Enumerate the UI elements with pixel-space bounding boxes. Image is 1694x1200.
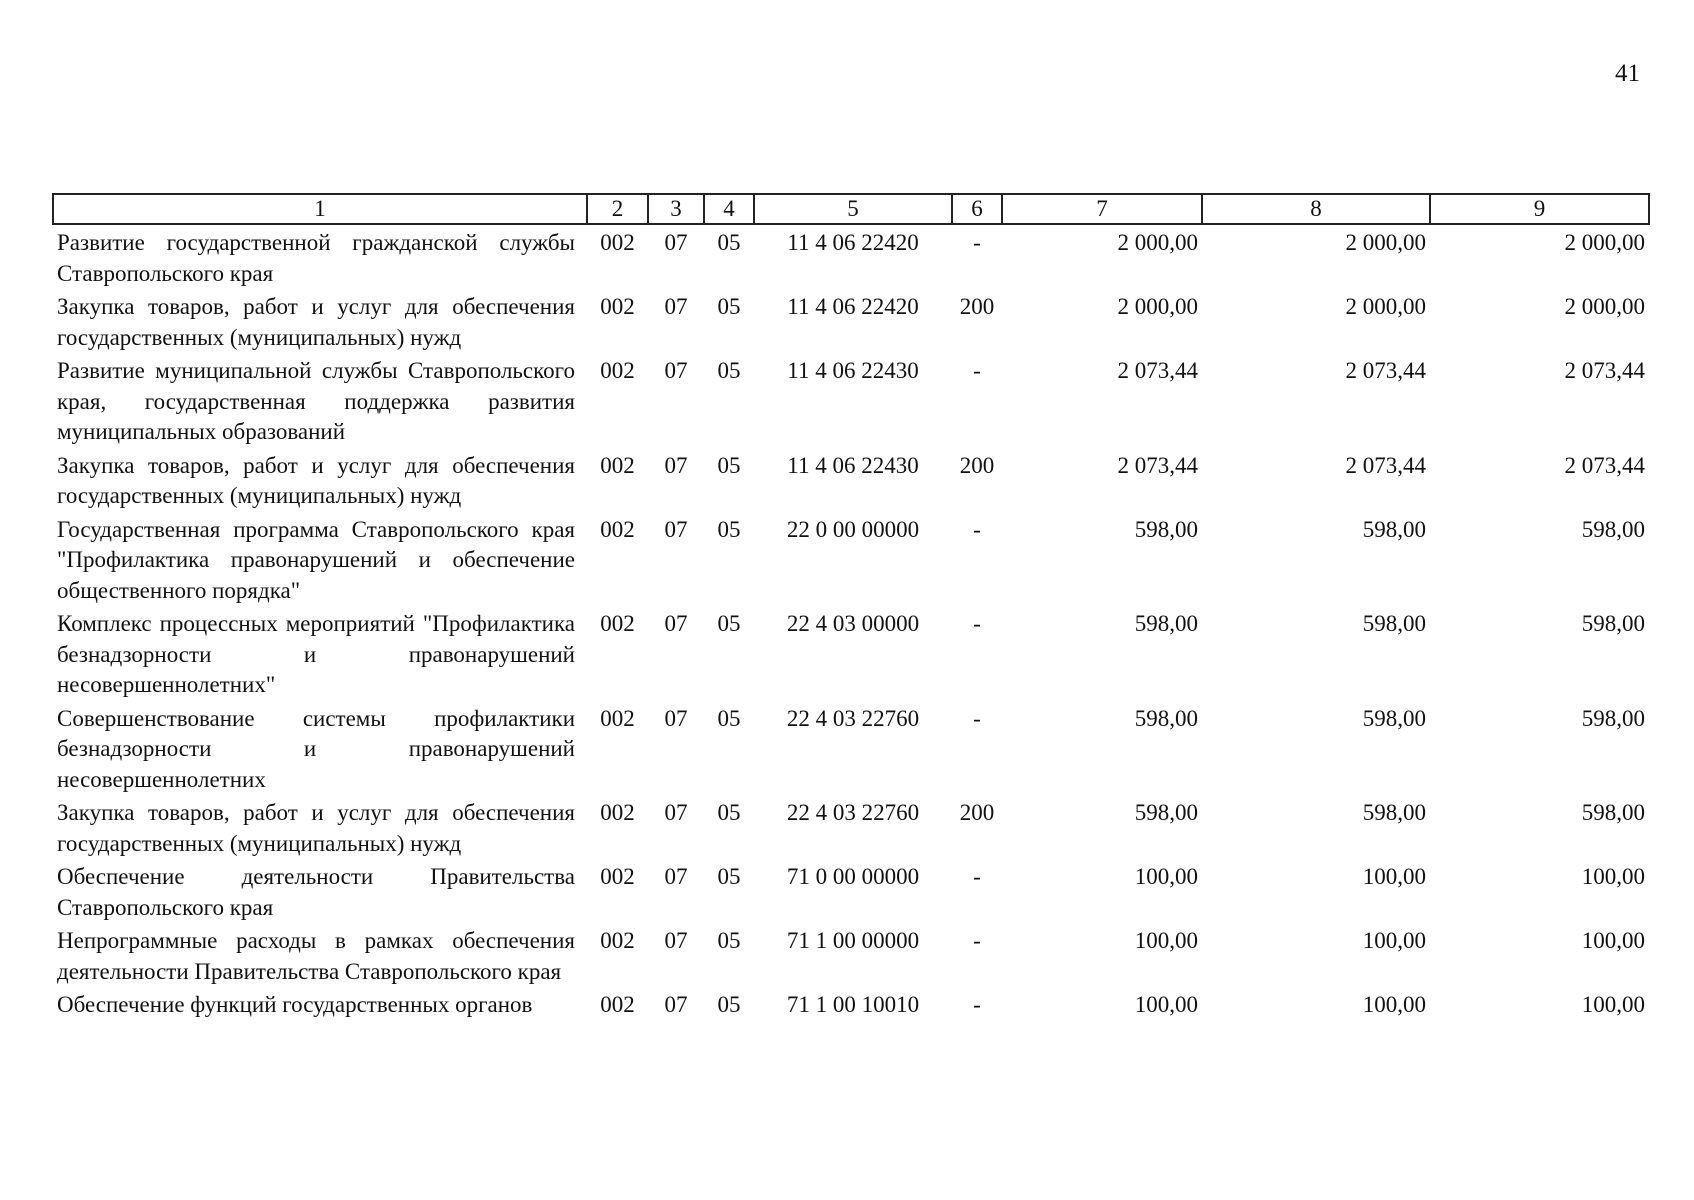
header-col-4: 4 (704, 194, 754, 224)
expense-type-cell: - (973, 928, 981, 953)
target-article-cell: 11 4 06 22430 (787, 358, 919, 383)
ministry-code-cell: 002 (600, 516, 635, 542)
section-code-cell: 07 (664, 800, 688, 825)
item-name-cell: Закупка товаров, работ и услуг для обеспечения государственных (муниципальных) нужд (57, 800, 575, 856)
section-code-cell: 07 (664, 516, 688, 542)
expense-type-cell: 200 (959, 294, 995, 319)
subsection-code-cell: 05 (717, 992, 741, 1017)
amount-col-9-cell: 598,00 (1581, 800, 1645, 825)
amount-col-8-cell: 598,00 (1362, 705, 1426, 731)
ministry-code-cell: 002 (600, 992, 635, 1017)
item-name-cell: Развитие государственной гражданской службы Ставропольского края (57, 230, 575, 286)
section-code-cell: 07 (664, 992, 688, 1017)
subsection-code-cell: 05 (717, 611, 741, 636)
amount-col-7-cell: 2 000,00 (1117, 294, 1198, 319)
expense-type-cell: 200 (959, 800, 995, 825)
subsection-code-cell: 05 (717, 800, 741, 825)
amount-col-7-cell: 2 073,44 (1117, 452, 1198, 478)
amount-col-9-cell: 2 000,00 (1564, 230, 1645, 255)
amount-col-7-cell: 598,00 (1134, 516, 1198, 542)
table-row (53, 795, 1649, 859)
amount-col-7-cell: 598,00 (1134, 705, 1198, 731)
amount-col-9-cell: 2 000,00 (1564, 294, 1645, 319)
amount-col-7-cell: 598,00 (1134, 800, 1198, 825)
amount-col-8-cell: 598,00 (1362, 611, 1426, 636)
amount-col-8-cell: 2 073,44 (1345, 452, 1426, 478)
section-code-cell: 07 (664, 230, 688, 255)
subsection-code-cell: 05 (717, 230, 741, 255)
expense-type-cell: - (973, 358, 981, 383)
item-name-cell: Обеспечение деятельности Правительства Ставропольского края (57, 864, 575, 920)
expense-type-cell: - (973, 611, 981, 636)
header-col-7: 7 (1002, 194, 1202, 224)
amount-col-8-cell: 598,00 (1362, 516, 1426, 542)
amount-col-8-cell: 100,00 (1362, 864, 1426, 889)
table-row (53, 448, 1649, 512)
subsection-code-cell: 05 (717, 452, 741, 478)
amount-col-9-cell: 100,00 (1581, 992, 1645, 1017)
table-row (53, 224, 1649, 289)
table-row (53, 606, 1649, 701)
amount-col-9-cell: 598,00 (1581, 705, 1645, 731)
amount-col-7-cell: 2 000,00 (1117, 230, 1198, 255)
table-row (53, 353, 1649, 448)
header-col-1: 1 (53, 194, 587, 224)
ministry-code-cell: 002 (600, 358, 635, 383)
amount-col-8-cell: 100,00 (1362, 928, 1426, 953)
ministry-code-cell: 002 (600, 230, 635, 255)
expense-type-cell: - (973, 516, 981, 542)
ministry-code-cell: 002 (600, 864, 635, 889)
subsection-code-cell: 05 (717, 705, 741, 731)
amount-col-8-cell: 2 000,00 (1345, 230, 1426, 255)
amount-col-7-cell: 598,00 (1134, 611, 1198, 636)
amount-col-9-cell: 598,00 (1581, 516, 1645, 542)
target-article-cell: 71 1 00 10010 (786, 992, 920, 1017)
ministry-code-cell: 002 (600, 800, 635, 825)
table-row (53, 512, 1649, 607)
item-name-cell: Комплекс процессных мероприятий "Профилактика безнадзорности и правонарушений несовершеннолетних" (57, 611, 575, 697)
table-row (53, 987, 1649, 1021)
amount-col-8-cell: 598,00 (1362, 800, 1426, 825)
amount-col-9-cell: 100,00 (1581, 864, 1645, 889)
ministry-code-cell: 002 (600, 294, 635, 319)
amount-col-7-cell: 2 073,44 (1117, 358, 1198, 383)
amount-col-7-cell: 100,00 (1134, 928, 1198, 953)
subsection-code-cell: 05 (717, 294, 741, 319)
target-article-cell: 11 4 06 22430 (787, 452, 919, 478)
amount-col-9-cell: 2 073,44 (1564, 452, 1645, 478)
subsection-code-cell: 05 (717, 516, 741, 542)
ministry-code-cell: 002 (600, 611, 635, 636)
budget-table (52, 193, 1650, 1021)
amount-col-8-cell: 2 000,00 (1345, 294, 1426, 319)
section-code-cell: 07 (664, 928, 688, 953)
ministry-code-cell: 002 (600, 928, 635, 953)
table-row (53, 289, 1649, 353)
header-col-6: 6 (952, 194, 1002, 224)
section-code-cell: 07 (664, 358, 688, 383)
section-code-cell: 07 (664, 705, 688, 731)
item-name-cell: Государственная программа Ставропольского края "Профилактика правонарушений и обеспечение общественного порядка" (57, 516, 575, 603)
subsection-code-cell: 05 (717, 928, 741, 953)
expense-type-cell: - (973, 864, 981, 889)
item-name-cell: Непрограммные расходы в рамках обеспечения деятельности Правительства Ставропольского края (57, 928, 575, 984)
target-article-cell: 22 0 00 00000 (786, 516, 920, 542)
table-row (53, 701, 1649, 796)
target-article-cell: 71 1 00 00000 (786, 928, 920, 953)
ministry-code-cell: 002 (600, 452, 635, 478)
amount-col-9-cell: 2 073,44 (1564, 358, 1645, 383)
table-body (53, 224, 1649, 1021)
target-article-cell: 11 4 06 22420 (787, 230, 919, 255)
item-name-cell: Обеспечение функций государственных органов (57, 992, 533, 1017)
expense-type-cell: - (973, 230, 981, 255)
amount-col-7-cell: 100,00 (1134, 992, 1198, 1017)
section-code-cell: 07 (664, 611, 688, 636)
target-article-cell: 22 4 03 22760 (786, 800, 920, 825)
page-number: 41 (1615, 60, 1640, 87)
item-name-cell: Развитие муниципальной службы Ставропольского края, государственная поддержка развития муниципальных образований (57, 358, 575, 444)
section-code-cell: 07 (664, 864, 688, 889)
expense-type-cell: - (973, 992, 981, 1017)
expense-type-cell: - (973, 705, 981, 731)
section-code-cell: 07 (664, 452, 688, 478)
item-name-cell: Закупка товаров, работ и услуг для обеспечения государственных (муниципальных) нужд (57, 294, 575, 350)
ministry-code-cell: 002 (600, 705, 635, 731)
header-col-8: 8 (1202, 194, 1430, 224)
amount-col-8-cell: 100,00 (1362, 992, 1426, 1017)
item-name-cell: Закупка товаров, работ и услуг для обеспечения государственных (муниципальных) нужд (57, 452, 575, 508)
amount-col-8-cell: 2 073,44 (1345, 358, 1426, 383)
target-article-cell: 22 4 03 00000 (786, 611, 920, 636)
expense-type-cell: 200 (959, 452, 995, 478)
section-code-cell: 07 (664, 294, 688, 319)
subsection-code-cell: 05 (717, 864, 741, 889)
header-col-2: 2 (587, 194, 648, 224)
target-article-cell: 71 0 00 00000 (786, 864, 920, 889)
subsection-code-cell: 05 (717, 358, 741, 383)
item-name-cell: Совершенствование системы профилактики безнадзорности и правонарушений несовершеннолетних (57, 705, 575, 792)
amount-col-7-cell: 100,00 (1134, 864, 1198, 889)
amount-col-9-cell: 100,00 (1581, 928, 1645, 953)
table-header-row (53, 194, 1649, 224)
target-article-cell: 22 4 03 22760 (786, 705, 920, 731)
header-col-3: 3 (648, 194, 704, 224)
table-row (53, 923, 1649, 987)
header-col-9: 9 (1430, 194, 1649, 224)
target-article-cell: 11 4 06 22420 (787, 294, 919, 319)
amount-col-9-cell: 598,00 (1581, 611, 1645, 636)
table-row (53, 859, 1649, 923)
header-col-5: 5 (754, 194, 952, 224)
